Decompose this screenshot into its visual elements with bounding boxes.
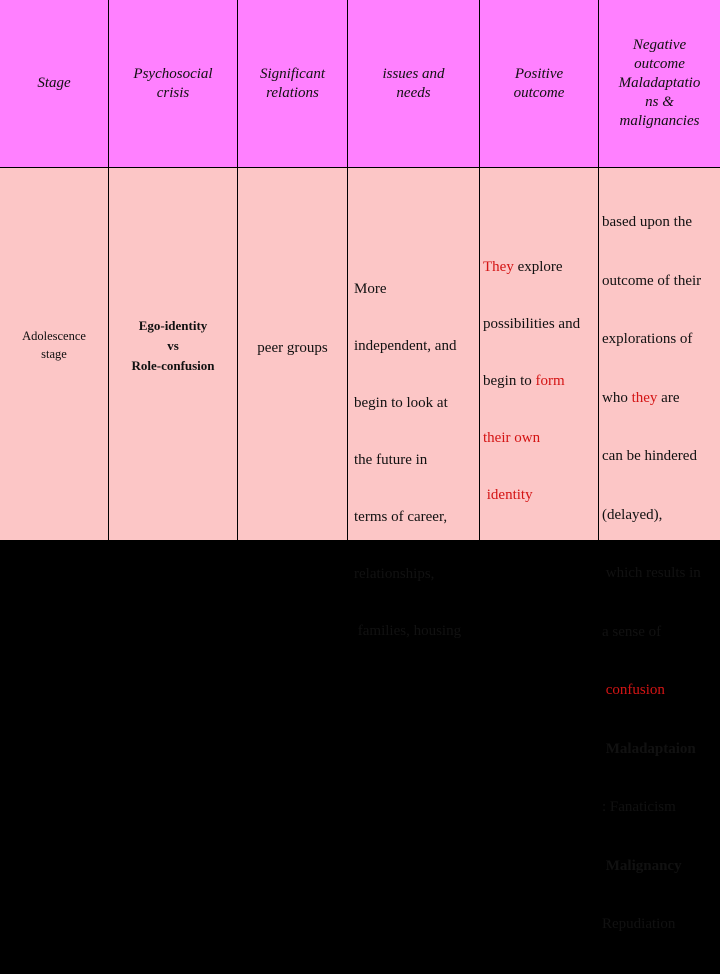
issues-line: More [354, 281, 387, 297]
header-negative-line: outcome [634, 56, 685, 72]
cell-positive-outcome [480, 168, 598, 540]
relations-text: peer groups [257, 339, 328, 356]
header-positive-line: Positive [514, 65, 564, 82]
header-psychosocial-crisis [109, 0, 237, 167]
header-issues-needs [348, 0, 479, 167]
positive-line: possibilities and [483, 316, 581, 332]
cell-stage [0, 168, 108, 540]
header-negative-line: malignancies [619, 113, 700, 129]
cell-issues-needs [348, 168, 479, 639]
negative-line [602, 389, 701, 409]
negative-text: who [602, 389, 632, 406]
cell-psychosocial-crisis [109, 168, 237, 540]
negative-line: Repudiation [602, 916, 676, 932]
header-crisis-line: crisis [156, 84, 190, 101]
cell-significant-relations [238, 168, 347, 540]
positive-red-text: They [483, 259, 514, 275]
positive-text: begin to [483, 373, 536, 389]
negative-line: : Fanaticism [602, 799, 676, 815]
crisis-line: vs [167, 338, 179, 353]
negative-line: outcome of their [602, 272, 702, 289]
positive-line [483, 258, 580, 277]
negative-red-text: they [631, 389, 658, 406]
maladaptation-label: Maladaptaion [602, 740, 696, 757]
header-significant-relations [238, 0, 347, 167]
crisis-line: Role-confusion [131, 358, 215, 373]
issues-line: families, housing [354, 623, 462, 639]
header-stage-line: Stage [37, 75, 71, 91]
negative-line: (delayed), [602, 506, 663, 523]
header-negative-line: Negative [632, 37, 687, 53]
negative-line: can be hindered [602, 448, 697, 464]
malignancy-label: Malignancy [602, 857, 682, 874]
header-issues-line: needs [396, 84, 431, 101]
header-issues-line: issues and [382, 65, 445, 82]
header-relations-line: Significant [260, 65, 325, 82]
negative-line: explorations of [602, 331, 693, 347]
issues-line: begin to look at [354, 395, 448, 411]
header-negative-outcome [599, 0, 720, 167]
header-relations-line: relations [266, 84, 319, 101]
issues-line: terms of career, [354, 509, 448, 525]
negative-line: which results in [602, 565, 701, 581]
issues-line: independent, and [354, 338, 457, 354]
cell-negative-outcome [599, 168, 720, 932]
crisis-line: Ego-identity [138, 318, 208, 333]
issues-line: the future in [354, 452, 428, 468]
positive-line: their own [483, 430, 541, 446]
positive-red-text: form [535, 373, 565, 389]
stage-name-line: stage [41, 347, 67, 361]
header-negative-line: Maladaptatio [618, 75, 701, 91]
negative-text: are [657, 389, 680, 406]
negative-line: confusion [602, 682, 665, 698]
positive-line: identity [483, 487, 533, 503]
negative-line: a sense of [602, 623, 662, 640]
header-positive-outcome [480, 0, 598, 167]
positive-line [483, 372, 580, 391]
positive-text: explore [513, 259, 563, 275]
header-stage [0, 0, 108, 167]
header-negative-line: ns & [645, 94, 674, 110]
header-positive-line: outcome [513, 84, 565, 101]
negative-line: based upon the [602, 214, 692, 230]
header-crisis-line: Psychosocial [133, 65, 213, 82]
issues-line: relationships, [354, 566, 435, 582]
stage-name-line: Adolescence [22, 329, 86, 343]
